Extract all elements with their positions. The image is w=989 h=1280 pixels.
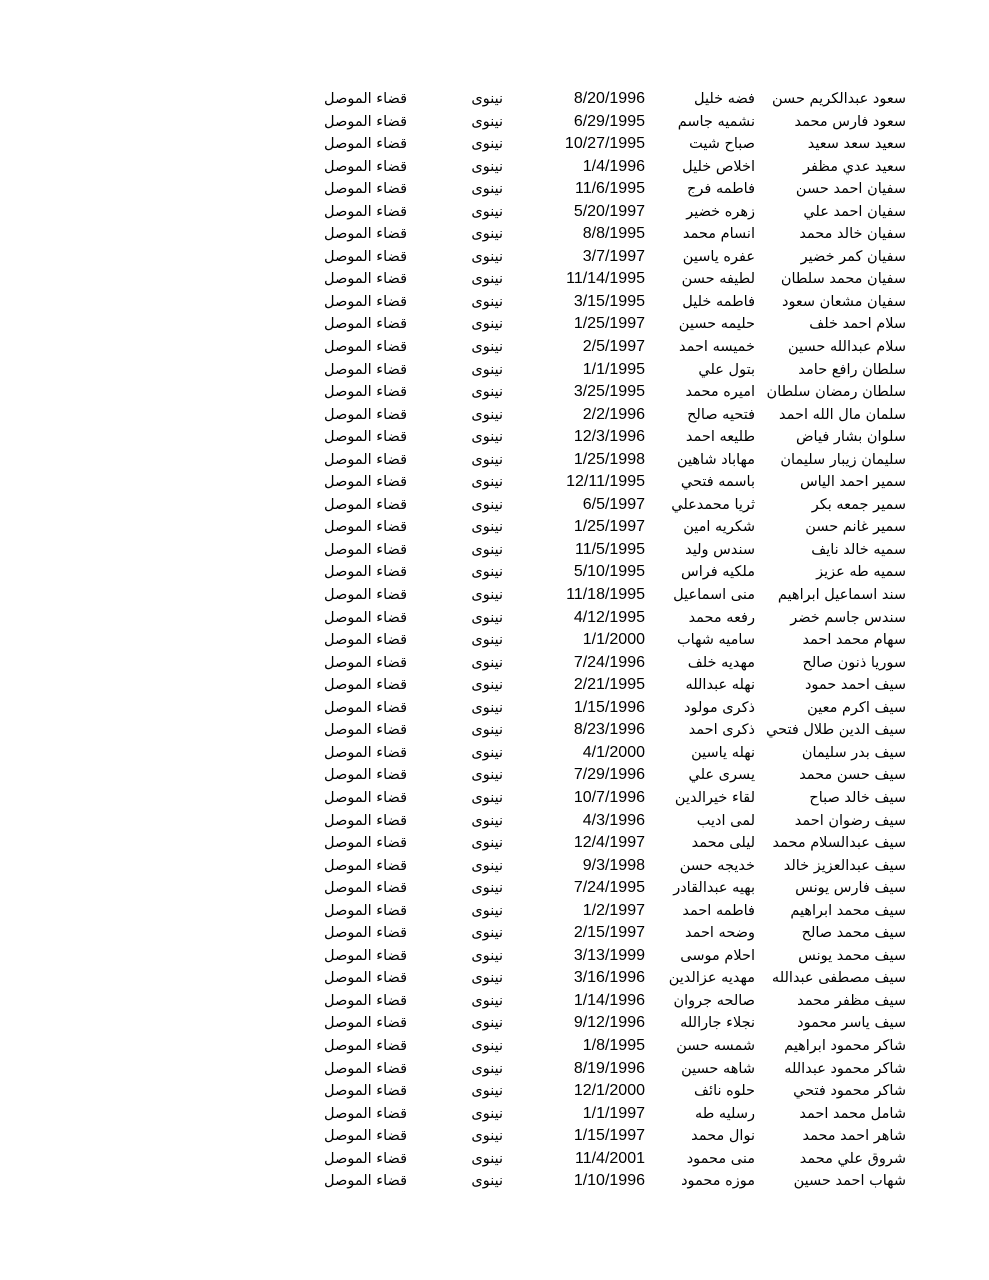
district-cell: قضاء الموصل [324,632,407,649]
birth-date-cell: 1/8/1995 [582,1036,645,1054]
birth-date-cell: 1/1/2000 [582,631,645,649]
record-row [0,449,989,472]
governorate-cell: نينوى [471,384,503,401]
governorate-cell: نينوى [471,136,503,153]
district-cell: قضاء الموصل [324,271,407,288]
mother-name-cell: فاطمه احمد [682,902,755,919]
governorate-cell: نينوى [471,902,503,919]
mother-name-cell: اخلاص خليل [682,158,755,175]
birth-date-cell: 6/5/1997 [582,495,645,513]
record-row [0,359,989,382]
person-name-cell: سلام عبدالله حسين [788,339,906,356]
person-name-cell: سلطان رمضان سلطان [766,384,906,401]
record-row [0,336,989,359]
governorate-cell: نينوى [471,158,503,175]
governorate-cell: نينوى [471,992,503,1009]
governorate-cell: نينوى [471,113,503,130]
mother-name-cell: فضه خليل [693,91,755,107]
district-cell: قضاء الموصل [324,496,407,513]
record-row [0,967,989,990]
district-cell: قضاء الموصل [324,744,407,761]
person-name-cell: سلوان بشار فياض [796,429,906,446]
record-row [0,426,989,449]
birth-date-cell: 1/25/1998 [573,450,645,468]
record-row [0,1080,989,1103]
birth-date-cell: 1/15/1996 [573,698,645,716]
birth-date-cell: 3/13/1999 [573,946,645,964]
mother-name-cell: ملكيه فراس [681,564,755,581]
person-name-cell: سفيان خالد محمد [799,226,906,243]
record-row [0,674,989,697]
governorate-cell: نينوى [471,880,503,897]
record-row [0,223,989,246]
district-cell: قضاء الموصل [324,203,407,220]
record-row [0,584,989,607]
governorate-cell: نينوى [471,361,503,378]
record-row [0,471,989,494]
record-row [0,268,989,291]
governorate-cell: نينوى [471,406,503,423]
person-name-cell: سعود فارس محمد [794,113,906,130]
person-name-cell: سفيان مشعان سعود [781,293,906,310]
mother-name-cell: ذكرى مولود [684,699,755,716]
mother-name-cell: رفعه محمد [688,609,755,626]
birth-date-cell: 3/16/1996 [573,969,645,987]
record-row [0,178,989,201]
governorate-cell: نينوى [471,1037,503,1054]
mother-name-cell: منى محمود [686,1150,755,1167]
record-row [0,1035,989,1058]
governorate-cell: نينوى [471,519,503,536]
record-row [0,810,989,833]
mother-name-cell: نشميه جاسم [677,113,755,130]
district-cell: قضاء الموصل [324,1015,407,1032]
record-row [0,381,989,404]
record-row [0,855,989,878]
person-name-cell: سيف مصطفى عبدالله [771,970,906,987]
record-row [0,764,989,787]
governorate-cell: نينوى [471,812,503,829]
mother-name-cell: لطيفه حسن [681,271,755,288]
governorate-cell: نينوى [471,970,503,987]
birth-date-cell: 1/4/1996 [582,157,645,175]
person-name-cell: سيف عبدالعزيز خالد [783,857,906,874]
district-cell: قضاء الموصل [324,722,407,739]
district-cell: قضاء الموصل [324,699,407,716]
mother-name-cell: عفره ياسين [682,248,755,265]
district-cell: قضاء الموصل [324,925,407,942]
mother-name-cell: شمسه حسن [676,1037,755,1054]
mother-name-cell: بهيه عبدالقادر [673,880,755,897]
mother-name-cell: ذكرى احمد [688,722,755,739]
birth-date-cell: 8/8/1995 [582,225,645,243]
governorate-cell: نينوى [471,316,503,333]
mother-name-cell: فاطمه فرج [687,181,755,198]
person-name-cell: سيف عبدالسلام محمد [772,835,906,852]
governorate-cell: نينوى [471,632,503,649]
record-row [0,201,989,224]
person-name-cell: سيف محمد صالح [801,925,906,942]
birth-date-cell: 7/24/1995 [573,879,645,897]
person-name-cell: سوريا ذنون صالح [802,654,906,671]
person-name-cell: شروق علي محمد [799,1150,906,1167]
mother-name-cell: صباح شيت [689,136,755,153]
district-cell: قضاء الموصل [324,835,407,852]
birth-date-cell: 4/12/1995 [573,608,645,626]
birth-date-cell: 11/6/1995 [575,180,645,198]
mother-name-cell: لقاء خيرالدين [674,789,755,806]
district-cell: قضاء الموصل [324,316,407,333]
governorate-cell: نينوى [471,226,503,243]
district-cell: قضاء الموصل [324,1083,407,1100]
district-cell: قضاء الموصل [324,609,407,626]
district-cell: قضاء الموصل [324,91,407,107]
birth-date-cell: 1/14/1996 [573,991,645,1009]
birth-date-cell: 6/29/1995 [573,112,645,130]
district-cell: قضاء الموصل [324,1128,407,1145]
district-cell: قضاء الموصل [324,880,407,897]
governorate-cell: نينوى [471,293,503,310]
mother-name-cell: نهله عبدالله [685,677,755,694]
person-name-cell: سيف رضوان احمد [794,812,906,829]
record-row [0,1103,989,1126]
district-cell: قضاء الموصل [324,947,407,964]
district-cell: قضاء الموصل [324,136,407,153]
district-cell: قضاء الموصل [324,226,407,243]
record-row [0,629,989,652]
person-name-cell: سيف بدر سليمان [801,744,906,761]
governorate-cell: نينوى [471,1150,503,1167]
mother-name-cell: شاهه حسين [681,1060,755,1077]
governorate-cell: نينوى [471,609,503,626]
district-cell: قضاء الموصل [324,248,407,265]
person-name-cell: شاكر محمود فتحي [793,1083,906,1100]
mother-name-cell: فتحيه صالح [687,406,755,423]
birth-date-cell: 9/3/1998 [582,856,645,874]
governorate-cell: نينوى [471,91,503,107]
record-row [0,156,989,179]
mother-name-cell: خميسه احمد [678,339,755,356]
records-sheet [0,88,989,1193]
district-cell: قضاء الموصل [324,519,407,536]
person-name-cell: سعيد سعد سعيد [807,136,906,153]
person-name-cell: سليمان زيبار سليمان [780,451,906,468]
governorate-cell: نينوى [471,767,503,784]
person-name-cell: سلمان مال الله احمد [779,406,906,423]
birth-date-cell: 10/7/1996 [573,788,645,806]
governorate-cell: نينوى [471,429,503,446]
governorate-cell: نينوى [471,722,503,739]
birth-date-cell: 2/15/1997 [573,924,645,942]
person-name-cell: سميه طه عزيز [816,564,906,581]
person-name-cell: سفيان احمد حسن [795,181,906,198]
governorate-cell: نينوى [471,181,503,198]
governorate-cell: نينوى [471,1128,503,1145]
record-row [0,88,989,111]
record-row [0,832,989,855]
birth-date-cell: 1/2/1997 [582,901,645,919]
district-cell: قضاء الموصل [324,812,407,829]
mother-name-cell: فاطمه خليل [682,293,755,310]
mother-name-cell: ساميه شهاب [677,632,755,649]
person-name-cell: سمير جمعه بكر [811,496,906,513]
mother-name-cell: منى اسماعيل [673,587,755,604]
person-name-cell: سيف حسن محمد [799,767,906,784]
record-row [0,697,989,720]
district-cell: قضاء الموصل [324,564,407,581]
person-name-cell: سيف محمد يونس [798,947,906,964]
governorate-cell: نينوى [471,271,503,288]
person-name-cell: شاكر محمود ابراهيم [784,1037,906,1054]
mother-name-cell: نجلاء جارالله [680,1015,755,1032]
record-row [0,900,989,923]
district-cell: قضاء الموصل [324,1173,407,1190]
district-cell: قضاء الموصل [324,293,407,310]
record-row [0,742,989,765]
governorate-cell: نينوى [471,339,503,356]
mother-name-cell: خديجه حسن [679,857,755,874]
birth-date-cell: 1/25/1997 [573,518,645,536]
person-name-cell: سيف فارس يونس [795,880,906,897]
person-name-cell: سلطان رافع حامد [798,361,906,378]
mother-name-cell: لمى اديب [696,812,755,829]
mother-name-cell: اميره محمد [685,384,755,401]
governorate-cell: نينوى [471,248,503,265]
governorate-cell: نينوى [471,947,503,964]
birth-date-cell: 11/4/2001 [575,1149,645,1167]
district-cell: قضاء الموصل [324,1060,407,1077]
record-row [0,561,989,584]
mother-name-cell: مهديه عزالدين [668,970,755,987]
district-cell: قضاء الموصل [324,1037,407,1054]
record-row [0,313,989,336]
mother-name-cell: زهره خضير [686,203,755,220]
record-row [0,877,989,900]
record-row [0,787,989,810]
record-row [0,922,989,945]
birth-date-cell: 1/1/1995 [582,360,645,378]
birth-date-cell: 5/10/1995 [573,563,645,581]
birth-date-cell: 8/23/1996 [573,721,645,739]
governorate-cell: نينوى [471,474,503,491]
governorate-cell: نينوى [471,699,503,716]
record-row [0,1125,989,1148]
mother-name-cell: ثريا محمدعلي [671,496,755,513]
district-cell: قضاء الموصل [324,181,407,198]
birth-date-cell: 11/14/1995 [566,270,645,288]
district-cell: قضاء الموصل [324,587,407,604]
birth-date-cell: 8/20/1996 [573,90,645,107]
birth-date-cell: 2/21/1995 [573,676,645,694]
mother-name-cell: سندس وليد [685,541,755,558]
mother-name-cell: يسرى علي [688,767,755,784]
birth-date-cell: 12/11/1995 [566,473,645,491]
person-name-cell: سميه خالد نايف [811,541,906,558]
birth-date-cell: 8/19/1996 [573,1059,645,1077]
district-cell: قضاء الموصل [324,113,407,130]
mother-name-cell: رسليه طه [694,1105,755,1122]
mother-name-cell: ليلى محمد [691,835,755,852]
birth-date-cell: 12/4/1997 [573,834,645,852]
mother-name-cell: انسام محمد [682,226,755,243]
governorate-cell: نينوى [471,564,503,581]
person-name-cell: شامل محمد احمد [799,1105,906,1122]
birth-date-cell: 11/18/1995 [566,586,645,604]
district-cell: قضاء الموصل [324,677,407,694]
mother-name-cell: بتول علي [698,361,755,378]
district-cell: قضاء الموصل [324,406,407,423]
district-cell: قضاء الموصل [324,1150,407,1167]
birth-date-cell: 2/2/1996 [582,405,645,423]
birth-date-cell: 3/7/1997 [582,247,645,265]
mother-name-cell: شكريه امين [683,519,755,536]
governorate-cell: نينوى [471,496,503,513]
mother-name-cell: طليعه احمد [685,429,755,446]
person-name-cell: سيف اكرم معين [807,699,906,716]
birth-date-cell: 3/25/1995 [573,383,645,401]
governorate-cell: نينوى [471,1083,503,1100]
birth-date-cell: 1/10/1996 [573,1172,645,1190]
record-row [0,404,989,427]
person-name-cell: سعيد عدي مظفر [803,158,906,175]
person-name-cell: شاكر محمود عبدالله [784,1060,906,1077]
record-row [0,945,989,968]
governorate-cell: نينوى [471,925,503,942]
record-row [0,133,989,156]
mother-name-cell: موزه محمود [681,1173,755,1190]
mother-name-cell: نوال محمد [691,1128,755,1145]
district-cell: قضاء الموصل [324,429,407,446]
person-name-cell: سفيان احمد علي [803,203,906,220]
governorate-cell: نينوى [471,789,503,806]
mother-name-cell: نهله ياسين [691,744,755,761]
governorate-cell: نينوى [471,677,503,694]
district-cell: قضاء الموصل [324,451,407,468]
governorate-cell: نينوى [471,1173,503,1190]
district-cell: قضاء الموصل [324,541,407,558]
district-cell: قضاء الموصل [324,1105,407,1122]
record-row [0,1148,989,1171]
governorate-cell: نينوى [471,654,503,671]
record-row [0,1012,989,1035]
birth-date-cell: 12/1/2000 [573,1082,645,1100]
birth-date-cell: 4/3/1996 [582,811,645,829]
district-cell: قضاء الموصل [324,992,407,1009]
record-row [0,111,989,134]
governorate-cell: نينوى [471,857,503,874]
person-name-cell: سمير غانم حسن [805,519,906,536]
person-name-cell: سيف ياسر محمود [797,1015,906,1032]
governorate-cell: نينوى [471,587,503,604]
governorate-cell: نينوى [471,541,503,558]
record-row [0,516,989,539]
record-row [0,607,989,630]
mother-name-cell: باسمه فتحي [680,474,755,491]
district-cell: قضاء الموصل [324,654,407,671]
birth-date-cell: 3/15/1995 [573,292,645,310]
birth-date-cell: 4/1/2000 [582,743,645,761]
birth-date-cell: 1/1/1997 [582,1104,645,1122]
person-name-cell: سمير احمد الياس [799,474,906,491]
record-row [0,494,989,517]
governorate-cell: نينوى [471,203,503,220]
record-row [0,719,989,742]
birth-date-cell: 12/3/1996 [573,428,645,446]
mother-name-cell: صالحه جروان [673,992,755,1009]
person-name-cell: شاهر احمد محمد [802,1128,906,1145]
birth-date-cell: 1/25/1997 [573,315,645,333]
person-name-cell: سعود عبدالكريم حسن [771,91,906,107]
governorate-cell: نينوى [471,1060,503,1077]
mother-name-cell: حلوه نائف [694,1083,755,1100]
birth-date-cell: 5/20/1997 [573,202,645,220]
person-name-cell: سيف احمد حمود [804,677,906,694]
record-row [0,539,989,562]
birth-date-cell: 7/24/1996 [573,653,645,671]
record-row [0,990,989,1013]
governorate-cell: نينوى [471,1015,503,1032]
district-cell: قضاء الموصل [324,970,407,987]
record-row [0,652,989,675]
person-name-cell: سفيان كمر خضير [800,248,906,265]
record-row [0,246,989,269]
district-cell: قضاء الموصل [324,857,407,874]
record-row [0,1170,989,1193]
birth-date-cell: 2/5/1997 [582,338,645,356]
record-row [0,1058,989,1081]
person-name-cell: سلام احمد خلف [809,316,906,333]
birth-date-cell: 10/27/1995 [564,135,645,153]
district-cell: قضاء الموصل [324,789,407,806]
birth-date-cell: 7/29/1996 [573,766,645,784]
person-name-cell: سفيان محمد سلطان [780,271,906,288]
governorate-cell: نينوى [471,451,503,468]
mother-name-cell: مهاباد شاهين [676,451,755,468]
person-name-cell: سند اسماعيل ابراهيم [777,587,906,604]
district-cell: قضاء الموصل [324,339,407,356]
mother-name-cell: وضحه احمد [684,925,755,942]
district-cell: قضاء الموصل [324,158,407,175]
birth-date-cell: 11/5/1995 [575,540,645,558]
person-name-cell: سيف محمد ابراهيم [790,902,906,919]
governorate-cell: نينوى [471,1105,503,1122]
person-name-cell: سيف خالد صباح [809,789,906,806]
person-name-cell: سندس جاسم خضر [790,609,906,626]
mother-name-cell: احلام موسى [680,947,755,964]
person-name-cell: سيف الدين طلال فتحي [766,722,906,739]
governorate-cell: نينوى [471,744,503,761]
district-cell: قضاء الموصل [324,902,407,919]
person-name-cell: سيف مظفر محمد [797,992,906,1009]
person-name-cell: شهاب احمد حسين [793,1173,906,1190]
governorate-cell: نينوى [471,835,503,852]
district-cell: قضاء الموصل [324,384,407,401]
district-cell: قضاء الموصل [324,767,407,784]
district-cell: قضاء الموصل [324,361,407,378]
birth-date-cell: 1/15/1997 [573,1127,645,1145]
mother-name-cell: حليمه حسين [678,316,755,333]
birth-date-cell: 9/12/1996 [573,1014,645,1032]
mother-name-cell: مهديه خلف [687,654,755,671]
district-cell: قضاء الموصل [324,474,407,491]
person-name-cell: سهام محمد احمد [802,632,906,649]
record-row [0,291,989,314]
